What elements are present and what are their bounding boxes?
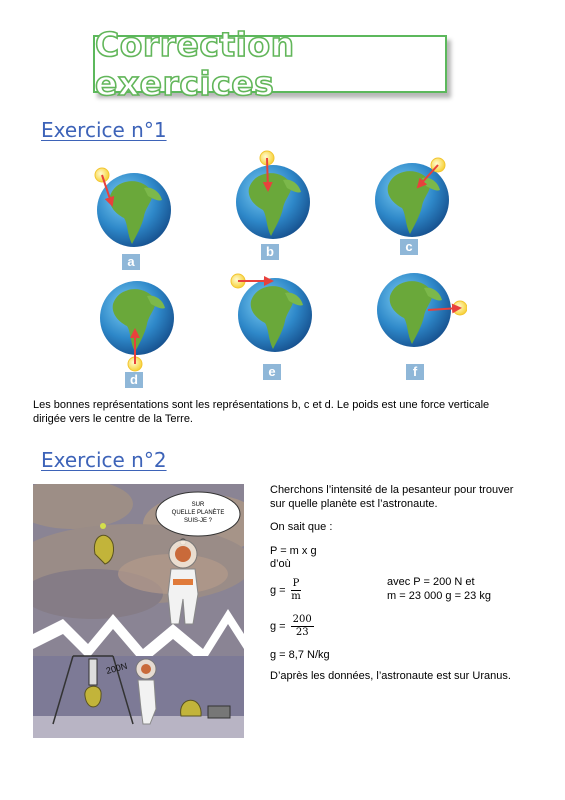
result-g: g = 8,7 N/kg [270,649,330,661]
answer-line: Les bonnes représentations sont les représentations b, c et d. Le poids est une force verticale [33,399,490,411]
g-fraction-symbolic [270,578,301,603]
fraction-numerator: 200 [292,614,312,625]
intro-line: sur quelle planète est l’astronaute. [270,498,438,510]
given-values [387,575,491,603]
figure-a [94,160,174,272]
figure-label: f [406,364,424,380]
bubble-line: SUR [191,502,205,508]
earth-weight-diagram-b [233,150,313,245]
scale-reading: 200N [104,660,129,676]
figure-label: d [125,372,143,388]
g-prefix: g = [270,584,286,597]
title-banner [93,25,447,103]
bubble-line: SUIS-JE ? [183,518,213,524]
earth-weight-diagram-e [230,270,315,365]
intro-line: Cherchons l’intensité de la pesanteur pour trouver [270,484,514,496]
figure-e [230,270,310,382]
fraction-numerator: P [292,578,300,589]
g-prefix: g = [270,620,286,633]
figure-b [233,150,313,262]
exercise2-intro [270,483,540,511]
figure-d [97,278,177,390]
page-title: Correction exercices [95,25,295,103]
figure-label: a [122,254,140,270]
figure-label: e [263,364,281,380]
earth-weight-diagram-d [97,278,177,373]
conclusion: D’après les données, l’astronaute est sur Uranus. [270,670,511,682]
g-fraction-numeric [270,614,314,639]
figure-c [372,145,452,257]
earth-weight-diagram-c [372,145,452,240]
exercise1-answer [33,398,543,426]
exercise2-heading: Exercice n°2 [41,448,167,472]
earth-weight-diagram-f [372,270,467,365]
figure-label: b [261,244,279,260]
fraction-200-over-23 [291,614,314,639]
figure-label: c [400,239,418,255]
answer-line: dirigée vers le centre de la Terre. [33,413,193,425]
earth-weight-diagram-a [94,160,174,255]
weight-formula: P = m x g [270,545,317,557]
given-line: avec P = 200 N et [387,576,475,588]
known-statement: On sait que : [270,521,333,533]
whence-text: d’où [270,558,291,570]
given-line: m = 23 000 g = 23 kg [387,590,491,602]
figure-f [372,270,452,382]
astronaut-comic [33,484,244,738]
exercise1-heading: Exercice n°1 [41,118,167,142]
bubble-line: QUELLE PLANÈTE [171,510,225,516]
fraction-p-over-m [291,578,302,603]
comic-illustration [33,484,244,738]
fraction-denominator: m [291,591,301,602]
fraction-denominator: 23 [295,627,309,638]
